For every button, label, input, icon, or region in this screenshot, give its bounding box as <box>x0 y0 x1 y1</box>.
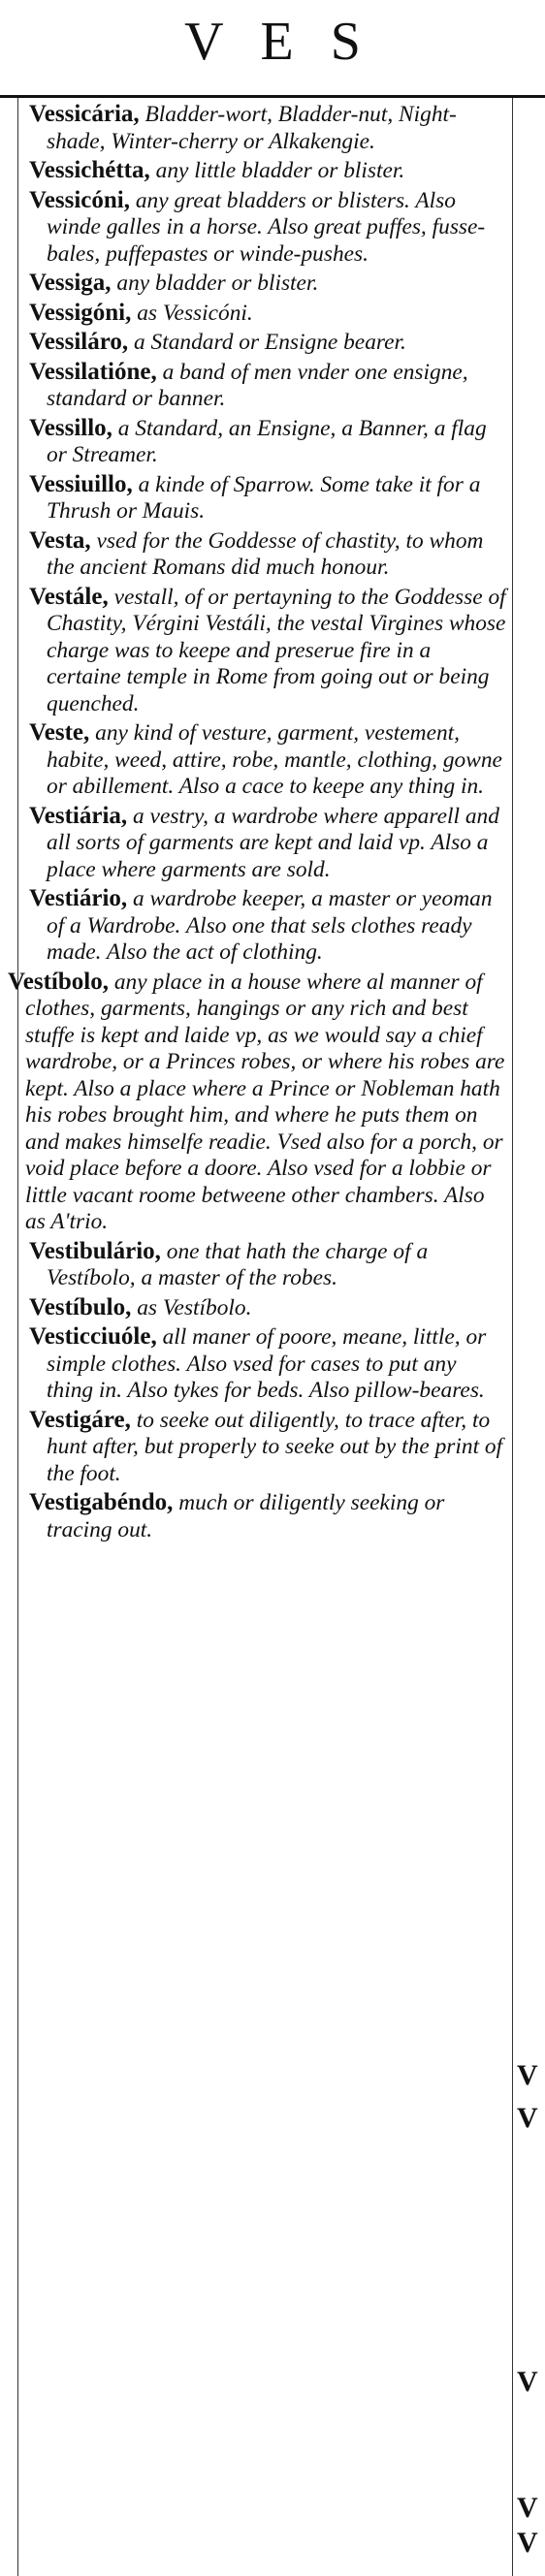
margin-fragment: V <box>517 2059 538 2091</box>
entry-definition: as Vestíbolo. <box>137 1294 252 1320</box>
dictionary-entry <box>29 329 508 357</box>
margin-fragment: V <box>517 2366 538 2398</box>
dictionary-entry <box>29 803 508 884</box>
entry-headword: Vestiário, <box>29 885 128 911</box>
entry-headword: Vestibulário, <box>29 1237 161 1264</box>
entry-headword: Vessiláro, <box>29 329 129 355</box>
entry-headword: Vestigabéndo, <box>29 1489 174 1515</box>
dictionary-entry <box>29 157 508 185</box>
dictionary-entry <box>29 1294 508 1322</box>
entry-definition: a Standard or Ensigne bearer. <box>133 330 406 355</box>
left-column-rule <box>17 98 18 2576</box>
entry-headword: Vestiária, <box>29 802 128 829</box>
margin-fragment: V <box>517 2527 538 2559</box>
entry-definition: any little bladder or blister. <box>155 158 405 183</box>
entry-headword: Vestigáre, <box>29 1406 131 1433</box>
dictionary-entry <box>29 187 508 269</box>
dictionary-entry <box>29 1407 508 1488</box>
entry-definition: any place in a house where al manner of clothes, garments, hangings or any rich and best stuffe is kept and laide vp, as we would say a chief wardrobe, or a Princes robes, or where his robes are kept. Also a place where a Prince or Nobleman hath his robes brought him, and where he puts them on and makes himselfe readie. Vsed also for a porch, or void place before a doore. Also vsed for a lobbie or little vacant roome betweene other chambers. Also as A'trio. <box>25 969 505 1234</box>
entry-definition: a kinde of Sparrow. Some take it for a Thrush or Mauis. <box>47 471 481 524</box>
dictionary-entry <box>29 584 508 718</box>
dictionary-entry <box>29 885 508 967</box>
dictionary-entry <box>29 719 508 801</box>
entry-headword: Vestíbolo, <box>8 968 109 995</box>
entry-definition: any kind of vesture, garment, vestement, habite, weed, attire, robe, mantle, clothing, gowne or abillement. Also a cace to keepe any thing in. <box>47 720 502 799</box>
header-rule <box>0 95 545 98</box>
dictionary-entry <box>29 527 508 582</box>
right-column-rule <box>512 98 513 2576</box>
entry-definition: as Vessicóni. <box>137 300 253 326</box>
dictionary-entry <box>29 1323 508 1405</box>
entry-definition: a Standard, an Ensigne, a Banner, a flag or Streamer. <box>47 415 487 467</box>
entry-headword: Veste, <box>29 719 90 746</box>
entry-definition: Bladder-wort, Bladder-nut, Night-shade, Winter-cherry or Alkakengie. <box>47 102 457 154</box>
dictionary-entry <box>29 359 508 413</box>
dictionary-entry <box>29 270 508 298</box>
entry-list <box>8 101 508 1545</box>
entry-definition: a vestry, a wardrobe where apparell and all sorts of garments are kept and laid vp. Also a place where garments are sold. <box>47 803 499 882</box>
dictionary-entry <box>8 969 508 1236</box>
entry-definition: any great bladders or blisters. Also winde galles in a horse. Also great puffes, fusse-bales, puffepastes or winde-pushes. <box>47 187 486 267</box>
entry-headword: Vessiuillo, <box>29 470 133 497</box>
dictionary-entry <box>29 415 508 469</box>
entry-headword: Vestále, <box>29 583 109 610</box>
entry-definition: vestall, of or pertayning to the Goddesse of Chastity, Vérgini Vestáli, the vestal Virgines whose charge was to keepe and preserue fire in a certaine temple in Rome from going out or being quenched. <box>47 584 506 716</box>
entry-definition: any bladder or blister. <box>116 270 319 296</box>
running-head: VES <box>184 12 398 72</box>
entry-headword: Vesta, <box>29 526 91 554</box>
entry-headword: Vessiga, <box>29 270 112 296</box>
margin-fragment: V <box>517 2492 538 2524</box>
entry-definition: to seeke out diligently, to trace after, to hunt after, but properly to seeke out by the print of the foot. <box>47 1407 503 1486</box>
margin-fragment: V <box>517 2102 538 2134</box>
entry-definition: all maner of poore, meane, little, or simple clothes. Also vsed for cases to put any thing in. Also tykes for beds. Also pillow-beares. <box>47 1324 487 1403</box>
entry-definition: much or diligently seeking or tracing out. <box>47 1490 445 1542</box>
dictionary-entry <box>29 1489 508 1543</box>
entry-headword: Vessillo, <box>29 414 112 441</box>
entry-definition: a band of men vnder one ensigne, standard or banner. <box>47 359 468 411</box>
entry-headword: Vessigóni, <box>29 299 132 326</box>
entry-headword: Vessichétta, <box>29 157 150 183</box>
entry-definition: vsed for the Goddesse of chastity, to whom the ancient Romans did much honour. <box>47 527 484 580</box>
dictionary-entry <box>29 300 508 328</box>
entry-definition: a wardrobe keeper, a master or yeoman of a Wardrobe. Also one that sels clothes ready made. Also the act of clothing. <box>47 886 493 965</box>
page-header <box>0 0 545 93</box>
dictionary-entry <box>29 1238 508 1292</box>
entry-definition: one that hath the charge of a Vestíbolo, a master of the robes. <box>47 1238 429 1290</box>
entry-headword: Vessilatióne, <box>29 358 157 385</box>
entry-headword: Vessicóni, <box>29 186 130 213</box>
dictionary-entry <box>29 471 508 525</box>
entry-headword: Vestíbulo, <box>29 1293 132 1320</box>
entry-headword: Vessicária, <box>29 101 140 127</box>
entry-headword: Vesticciuóle, <box>29 1323 157 1350</box>
dictionary-entry <box>29 101 508 155</box>
